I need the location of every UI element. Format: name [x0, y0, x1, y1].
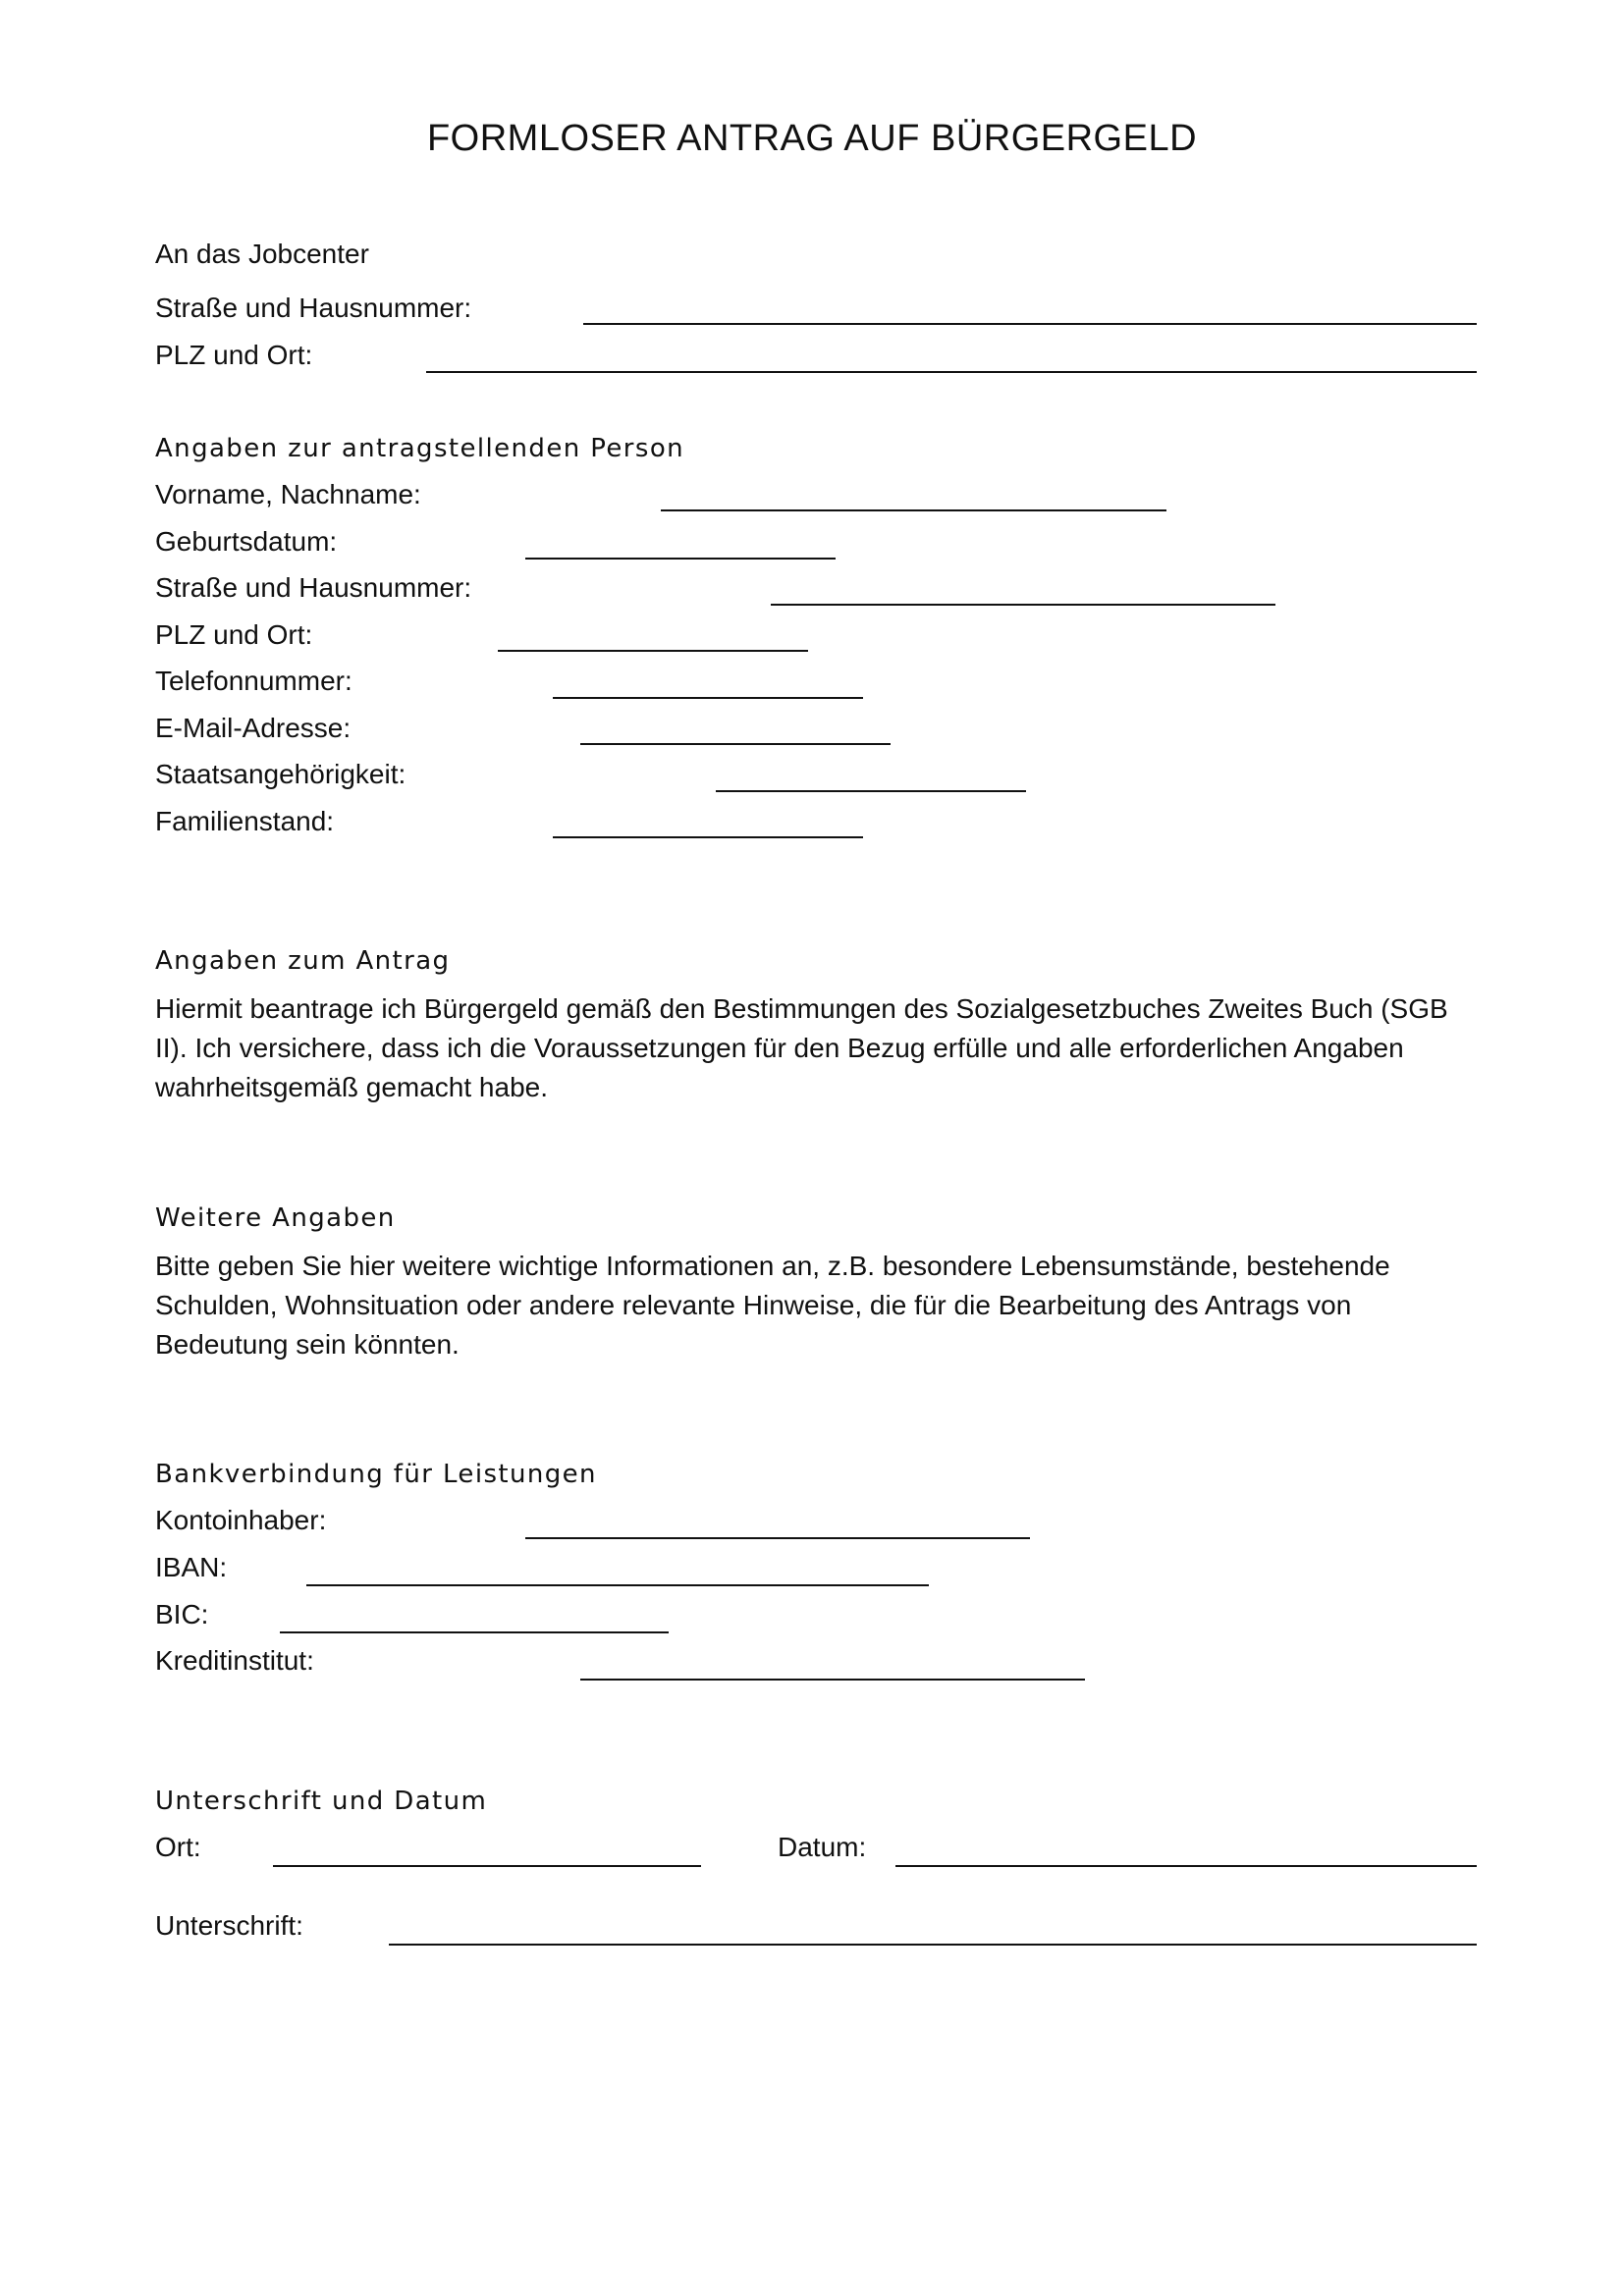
- applicant-heading: Angaben zur antragstellenden Person: [155, 434, 685, 463]
- bank-holder-label: Kontoinhaber:: [155, 1505, 327, 1535]
- recipient-zip-city-line[interactable]: [426, 371, 1477, 373]
- recipient-zip-city-label: PLZ und Ort:: [155, 340, 313, 370]
- applicant-street-label: Straße und Hausnummer:: [155, 572, 472, 603]
- recipient-street-label: Straße und Hausnummer:: [155, 293, 472, 323]
- applicant-name-label: Vorname, Nachname:: [155, 479, 421, 509]
- applicant-street-line[interactable]: [771, 604, 1275, 606]
- applicant-name-line[interactable]: [661, 509, 1166, 511]
- signature-date-line[interactable]: [895, 1865, 1477, 1867]
- recipient-heading: An das Jobcenter: [155, 239, 369, 269]
- bank-bic-label: BIC:: [155, 1599, 209, 1629]
- bank-bic-line[interactable]: [280, 1631, 669, 1633]
- signature-heading: Unterschrift und Datum: [155, 1787, 488, 1816]
- bank-institute-line[interactable]: [580, 1679, 1085, 1681]
- applicant-email-label: E-Mail-Adresse:: [155, 713, 352, 743]
- signature-date-label: Datum:: [778, 1832, 867, 1862]
- applicant-zip-city-label: PLZ und Ort:: [155, 619, 313, 650]
- signature-place-label: Ort:: [155, 1832, 201, 1862]
- recipient-street-line[interactable]: [583, 323, 1477, 325]
- further-text: Bitte geben Sie hier weitere wichtige Informationen an, z.B. besondere Lebensumstände, bestehende Schulden, Wohnsituation oder andere relevante Hinweise, die für die Bearbeitung des Antrags von Bedeutung sein könnten.: [155, 1251, 1390, 1360]
- further-heading: Weitere Angaben: [155, 1203, 396, 1233]
- signature-label: Unterschrift:: [155, 1910, 303, 1941]
- applicant-birthdate-label: Geburtsdatum:: [155, 526, 338, 557]
- applicant-zip-city-line[interactable]: [498, 650, 808, 652]
- signature-line[interactable]: [389, 1944, 1477, 1946]
- application-heading: Angaben zum Antrag: [155, 946, 451, 976]
- bank-heading: Bankverbindung für Leistungen: [155, 1460, 597, 1489]
- applicant-nationality-line[interactable]: [716, 790, 1026, 792]
- applicant-phone-label: Telefonnummer:: [155, 666, 352, 696]
- applicant-marital-status-line[interactable]: [553, 836, 863, 838]
- bank-iban-label: IBAN:: [155, 1552, 228, 1582]
- applicant-marital-status-label: Familienstand:: [155, 806, 335, 836]
- applicant-phone-line[interactable]: [553, 697, 863, 699]
- bank-iban-line[interactable]: [306, 1584, 929, 1586]
- bank-institute-label: Kreditinstitut:: [155, 1645, 314, 1676]
- signature-place-line[interactable]: [273, 1865, 701, 1867]
- application-text: Hiermit beantrage ich Bürgergeld gemäß den Bestimmungen des Sozialgesetzbuches Zweites Buch (SGB II). Ich versichere, dass ich die Voraussetzungen für den Bezug erfülle und alle erforderlichen Angaben wahrheitsgemäß gemacht habe.: [155, 993, 1448, 1102]
- bank-holder-line[interactable]: [525, 1537, 1030, 1539]
- applicant-email-line[interactable]: [580, 743, 891, 745]
- applicant-birthdate-line[interactable]: [525, 558, 836, 560]
- page-title: FORMLOSER ANTRAG AUF BÜRGERGELD: [426, 118, 1198, 159]
- applicant-nationality-label: Staatsangehörigkeit:: [155, 759, 406, 789]
